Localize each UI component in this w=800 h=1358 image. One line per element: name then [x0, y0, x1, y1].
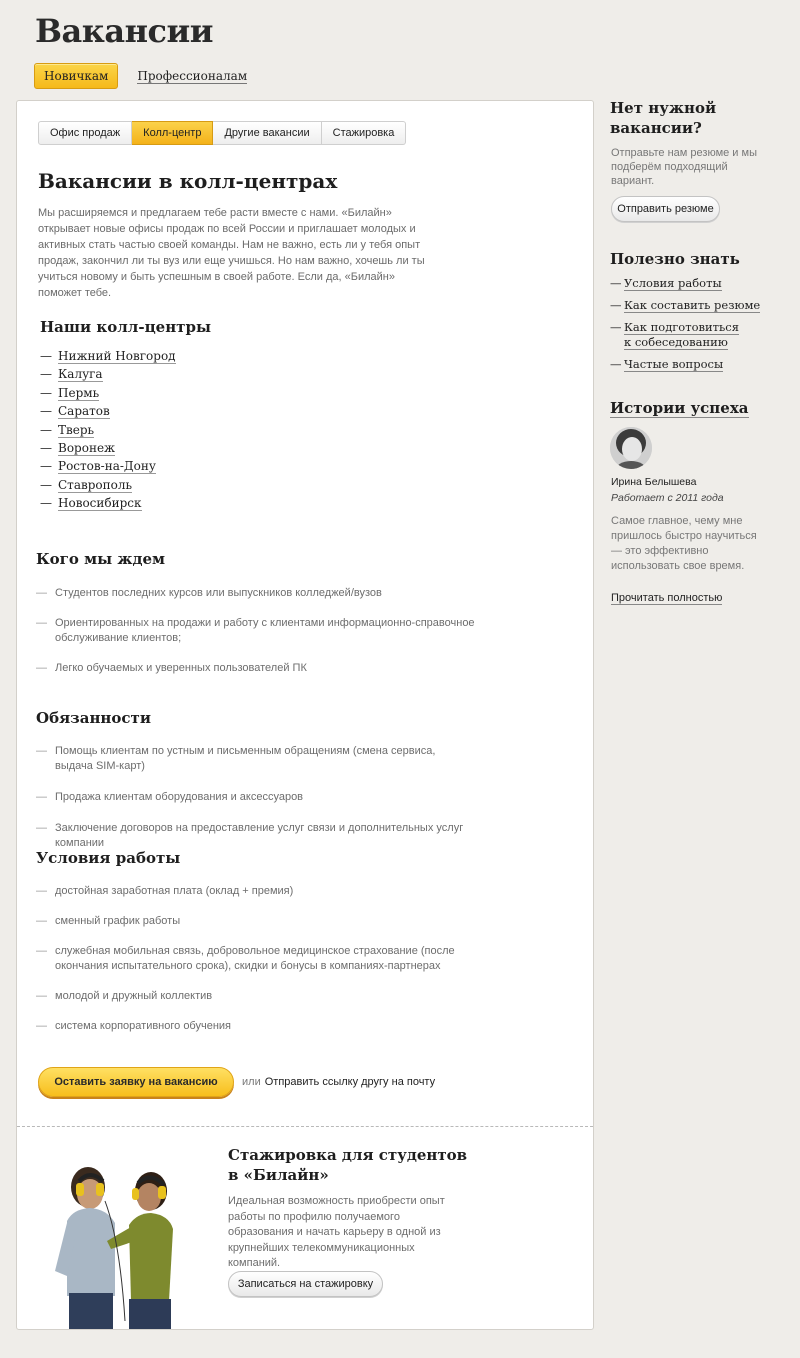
internship-title: Стажировка для студентов в «Билайн» — [228, 1146, 468, 1184]
useful-link-conditions[interactable]: — Условия работы — [610, 276, 760, 291]
call-center-list — [40, 347, 176, 513]
useful-link-faq[interactable]: — Частые вопросы — [610, 357, 760, 372]
apply-button[interactable]: Оставить заявку на вакансию — [38, 1067, 234, 1097]
list-item: — сменный график работы — [36, 914, 476, 929]
city-link[interactable]: Ставрополь — [58, 477, 133, 492]
main-heading: Вакансии в колл-центрах — [38, 169, 338, 193]
main-content — [16, 100, 594, 1330]
city-link[interactable]: Нижний Новгород — [58, 349, 176, 363]
conditions-heading: Условия работы — [36, 849, 181, 867]
city-link[interactable]: Новосибирск — [58, 496, 142, 511]
avatar — [610, 427, 652, 469]
or-label: или — [242, 1076, 261, 1088]
students-with-headphones-image — [45, 1161, 195, 1329]
useful-link-interview[interactable]: — Как подготовиться к собеседованию — [610, 320, 760, 350]
vacancy-type-tabs — [38, 121, 406, 145]
list-item: — система корпоративного обучения — [36, 1019, 476, 1034]
city-link[interactable]: Пермь — [58, 385, 100, 400]
internship-text: Идеальная возможность приобрести опыт работы по профилю получаемого образования и начать карьеру в одной из крупнейших телекоммуникационных компаний. — [228, 1195, 445, 1269]
tab-call-center[interactable]: Колл-центр — [132, 121, 213, 145]
duties-heading: Обязанности — [36, 709, 151, 727]
duties-list — [36, 744, 476, 851]
list-item: — Легко обучаемых и уверенных пользователей ПК — [36, 661, 476, 676]
no-vacancy-text: Отправьте нам резюме и мы подберём подходящий вариант. — [611, 147, 757, 187]
apply-row — [38, 1067, 435, 1097]
list-item: — Ставрополь — [40, 477, 133, 492]
city-link[interactable]: Калуга — [58, 367, 103, 382]
list-item: — Ростов-на-Дону — [40, 459, 156, 474]
useful-link-resume[interactable]: — Как составить резюме — [610, 298, 760, 313]
send-to-friend-link[interactable]: Отправить ссылку другу на почту — [264, 1076, 436, 1088]
tab-professionals[interactable]: Профессионалам — [137, 68, 248, 83]
tab-internship[interactable]: Стажировка — [322, 121, 407, 145]
list-item: — Продажа клиентам оборудования и аксессуаров — [36, 790, 476, 805]
city-link[interactable]: Тверь — [58, 422, 95, 437]
city-link[interactable]: Саратов — [58, 404, 110, 419]
list-item: — служебная мобильная связь, добровольное медицинское страхование (после окончания испытательного срока), скидки и бонусы в компаниях-партнерах — [36, 944, 476, 974]
list-item: — Студентов последних курсов или выпускников колледжей/вузов — [36, 586, 476, 601]
read-full-story-link[interactable]: Прочитать полностью — [611, 592, 723, 604]
list-item: — Помощь клиентам по устным и письменным обращениям (смена сервиса, выдача SIM-карт) — [36, 744, 476, 774]
useful-title: Полезно знать — [610, 250, 740, 268]
story-person-since: Работает с 2011 года — [611, 492, 724, 504]
internship-signup-button[interactable]: Записаться на стажировку — [228, 1271, 383, 1297]
page-title: Вакансии — [35, 12, 213, 50]
useful-links — [610, 276, 760, 379]
list-item: — молодой и дружный коллектив — [36, 989, 476, 1004]
list-item: — Воронеж — [40, 440, 116, 455]
send-resume-button[interactable]: Отправить резюме — [611, 196, 720, 222]
call-centers-heading: Наши колл-центры — [40, 318, 211, 336]
list-item: — Новосибирск — [40, 496, 142, 511]
who-we-wait-list — [36, 586, 476, 676]
tab-newcomers[interactable]: Новичкам — [34, 63, 118, 89]
list-item: — Саратов — [40, 404, 110, 419]
list-item: — Ориентированных на продажи и работу с клиентами информационно-справочное обслуживание клиентов; — [36, 616, 476, 646]
list-item: — Пермь — [40, 385, 100, 400]
no-vacancy-title: Нет нужной вакансии? — [610, 99, 717, 137]
who-we-wait-heading: Кого мы ждем — [36, 550, 166, 568]
list-item: — Калуга — [40, 367, 103, 382]
list-item: — достойная заработная плата (оклад + премия) — [36, 884, 476, 899]
success-stories-title[interactable]: Истории успеха — [610, 399, 749, 417]
dashed-divider — [17, 1126, 593, 1127]
list-item: — Нижний Новгород — [40, 349, 176, 363]
conditions-list — [36, 884, 476, 1034]
intro-text: Мы расширяемся и предлагаем тебе расти вместе с нами. «Билайн» открывает новые офисы продаж по всей России и приглашает молодых и активных стать частью своей команды. Нам не важно, есть ли у тебя опыт продаж, закончил ли ты вуз или еще учишься. Но нам важно, хочешь ли ты учиться новому и быть успешным в своей работе. Если да, «Билайн» поможет тебе. — [38, 207, 425, 299]
story-quote: Самое главное, чему мне пришлось быстро научиться — это эффективно использовать свое время. — [611, 515, 757, 572]
list-item: — Тверь — [40, 422, 95, 437]
story-person-name: Ирина Белышева — [611, 476, 697, 488]
tab-other-vacancies[interactable]: Другие вакансии — [213, 121, 321, 145]
audience-tabs — [34, 63, 266, 89]
tab-sales-office[interactable]: Офис продаж — [38, 121, 132, 145]
city-link[interactable]: Воронеж — [58, 440, 116, 455]
city-link[interactable]: Ростов-на-Дону — [58, 459, 156, 474]
list-item: — Заключение договоров на предоставление услуг связи и дополнительных услуг компании — [36, 821, 476, 851]
